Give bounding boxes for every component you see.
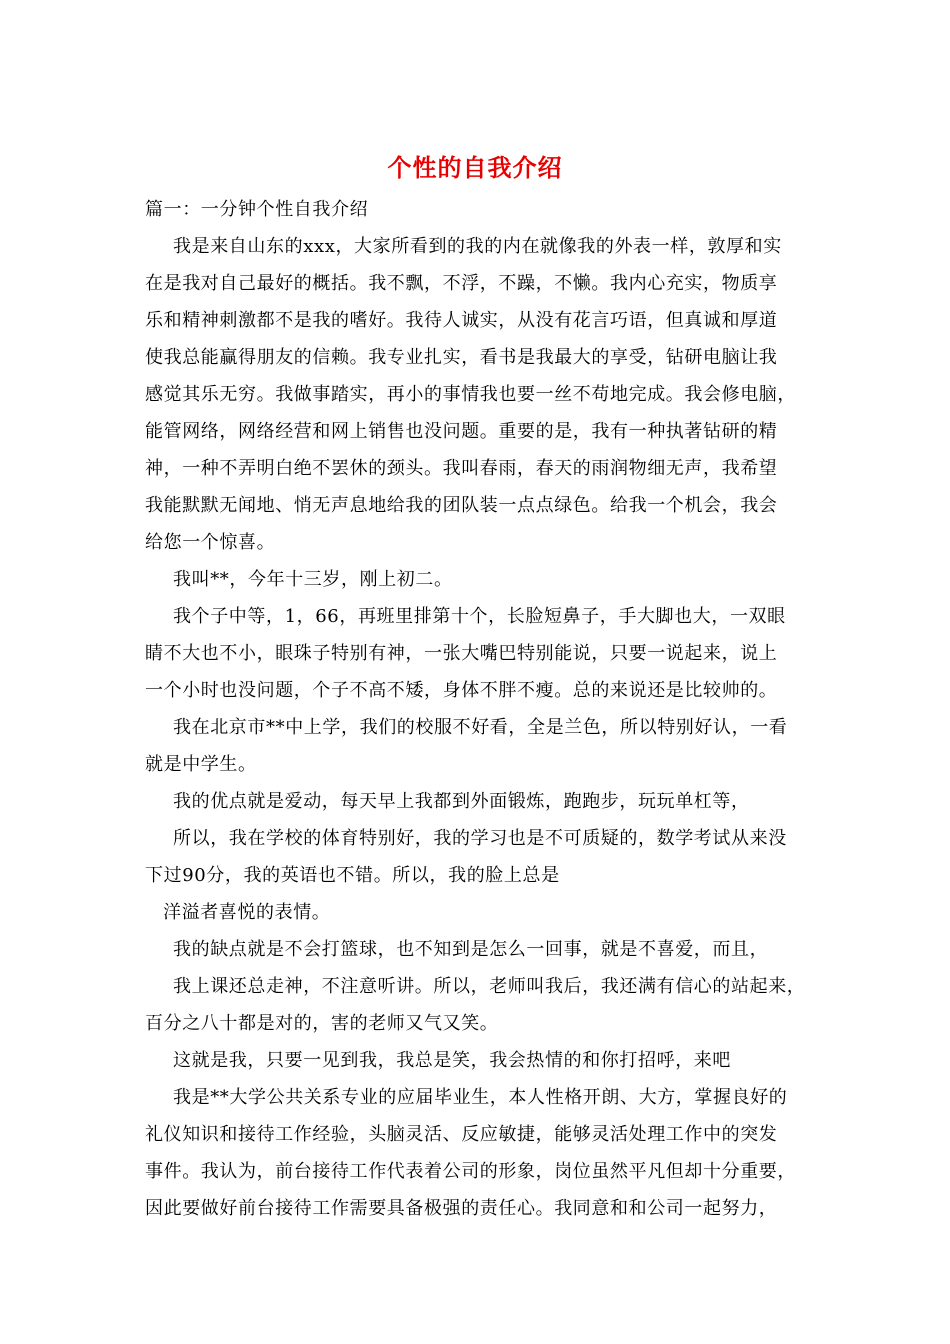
paragraph-line: 所以，我在学校的体育特别好，我的学习也是不可质疑的，数学考试从来没 [173,828,787,849]
paragraph-line: 下过90分，我的英语也不错。所以，我的脸上总是 [145,865,560,886]
paragraph-line: 我个子中等，1，66，再班里排第十个，长脸短鼻子，手大脚也大，一双眼 [173,606,786,627]
paragraph-line: 神，一种不弄明白绝不罢休的颈头。我叫春雨，春天的雨润物细无声，我希望 [145,458,778,479]
paragraph-line: 百分之八十都是对的，害的老师又气又笑。 [145,1013,499,1034]
paragraph-line: 我叫**，今年十三岁，刚上初二。 [173,569,453,590]
paragraph-line: 我在北京市**中上学，我们的校服不好看，全是兰色，所以特别好认，一看 [173,717,788,738]
paragraph-line: 洋溢者喜悦的表情。 [163,902,331,923]
paragraph-line: 这就是我，只要一见到我，我总是笑，我会热情的和你打招呼，来吧 [173,1050,731,1071]
section-heading: 篇一：一分钟个性自我介绍 [145,199,369,220]
paragraph-line: 礼仪知识和接待工作经验，头脑灵活、反应敏捷，能够灵活处理工作中的突发 [145,1124,778,1145]
paragraph-line: 我是来自山东的xxx，大家所看到的我的内在就像我的外表一样，敦厚和实 [173,236,782,257]
paragraph-line: 我的缺点就是不会打篮球，也不知到是怎么一回事，就是不喜爱，而且， [173,939,769,960]
paragraph-line: 我能默默无闻地、悄无声息地给我的团队装一点点绿色。给我一个机会，我会 [145,495,778,516]
paragraph-line: 我的优点就是爱动，每天早上我都到外面锻炼，跑跑步，玩玩单杠等， [173,791,750,812]
paragraph-line: 感觉其乐无穷。我做事踏实，再小的事情我也要一丝不苟地完成。我会修电脑， [145,384,796,405]
paragraph-line: 乐和精神刺激都不是我的嗜好。我待人诚实，从没有花言巧语，但真诚和厚道 [145,310,778,331]
paragraph-line: 给您一个惊喜。 [145,532,276,553]
paragraph-line: 就是中学生。 [145,754,257,775]
paragraph-line: 一个小时也没问题，个子不高不矮，身体不胖不瘦。总的来说还是比较帅的。 [145,680,778,701]
paragraph-line: 能管网络，网络经营和网上销售也没问题。重要的是，我有一种执著钻研的精 [145,421,778,442]
paragraph-line: 睛不大也不小，眼珠子特别有神，一张大嘴巴特别能说，只要一说起来，说上 [145,643,778,664]
paragraph-line: 在是我对自己最好的概括。我不飘，不浮，不躁，不懒。我内心充实，物质享 [145,273,778,294]
paragraph-line: 我上课还总走神，不注意听讲。所以，老师叫我后，我还满有信心的站起来， [173,976,806,997]
paragraph-line: 我是**大学公共关系专业的应届毕业生，本人性格开朗、大方，掌握良好的 [173,1087,788,1108]
paragraph-line: 使我总能赢得朋友的信赖。我专业扎实，看书是我最大的享受，钻研电脑让我 [145,347,778,368]
paragraph-line: 因此要做好前台接待工作需要具备极强的责任心。我同意和和公司一起努力， [145,1198,778,1219]
paragraph-line: 事件。我认为，前台接待工作代表着公司的形象，岗位虽然平凡但却十分重要， [145,1161,796,1182]
document-title: 个性的自我介绍 [387,153,563,182]
